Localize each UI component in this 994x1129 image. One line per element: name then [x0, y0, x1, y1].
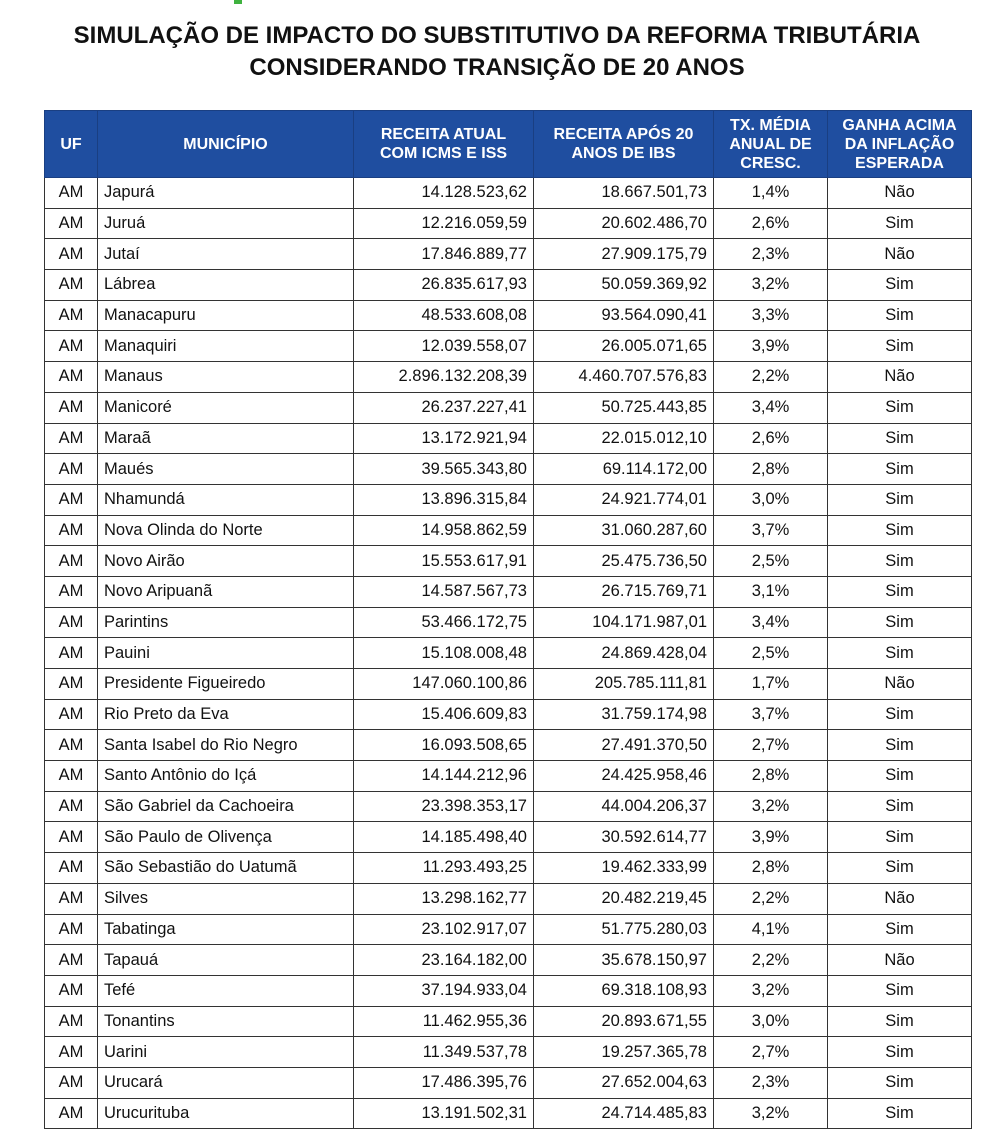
cell-tx-media: 3,2%: [714, 270, 828, 301]
cell-municipio: Tabatinga: [98, 914, 354, 945]
cell-municipio: Manaus: [98, 362, 354, 393]
cell-ganha-acima: Não: [828, 362, 972, 393]
cell-receita-atual: 11.349.537,78: [354, 1037, 534, 1068]
cell-ganha-acima: Sim: [828, 576, 972, 607]
cell-receita-atual: 14.144.212,96: [354, 761, 534, 792]
cell-municipio: Nhamundá: [98, 484, 354, 515]
cell-municipio: Tapauá: [98, 945, 354, 976]
page-title: [0, 20, 994, 84]
table-row: [45, 576, 972, 607]
cell-uf: AM: [45, 515, 98, 546]
cell-receita-atual: 14.958.862,59: [354, 515, 534, 546]
cell-uf: AM: [45, 791, 98, 822]
cell-receita-apos: 44.004.206,37: [534, 791, 714, 822]
cell-ganha-acima: Sim: [828, 1037, 972, 1068]
cell-municipio: Manacapuru: [98, 300, 354, 331]
cell-ganha-acima: Não: [828, 945, 972, 976]
cell-receita-apos: 27.909.175,79: [534, 239, 714, 270]
cell-receita-apos: 51.775.280,03: [534, 914, 714, 945]
header-tx-media: TX. MÉDIA ANUAL DE CRESC.: [714, 111, 828, 178]
table-row: [45, 270, 972, 301]
table-row: [45, 208, 972, 239]
cell-uf: AM: [45, 546, 98, 577]
cell-uf: AM: [45, 730, 98, 761]
cell-tx-media: 3,3%: [714, 300, 828, 331]
cell-ganha-acima: Sim: [828, 1067, 972, 1098]
cell-receita-apos: 31.060.287,60: [534, 515, 714, 546]
table-row: [45, 1037, 972, 1068]
cell-receita-atual: 12.216.059,59: [354, 208, 534, 239]
cell-receita-apos: 24.921.774,01: [534, 484, 714, 515]
cell-ganha-acima: Sim: [828, 730, 972, 761]
table-row: [45, 761, 972, 792]
cell-uf: AM: [45, 914, 98, 945]
cell-ganha-acima: Sim: [828, 914, 972, 945]
table-row: [45, 362, 972, 393]
table-row: [45, 822, 972, 853]
revenue-table: [44, 110, 972, 1129]
cell-uf: AM: [45, 699, 98, 730]
cell-receita-atual: 17.486.395,76: [354, 1067, 534, 1098]
cell-uf: AM: [45, 975, 98, 1006]
cell-receita-apos: 19.462.333,99: [534, 853, 714, 884]
cell-tx-media: 2,5%: [714, 638, 828, 669]
cell-receita-atual: 14.128.523,62: [354, 178, 534, 209]
table-row: [45, 669, 972, 700]
table-row: [45, 699, 972, 730]
cell-receita-apos: 26.715.769,71: [534, 576, 714, 607]
table-row: [45, 331, 972, 362]
cell-tx-media: 3,4%: [714, 607, 828, 638]
table-row: [45, 914, 972, 945]
table-row: [45, 975, 972, 1006]
cell-tx-media: 2,2%: [714, 883, 828, 914]
cell-uf: AM: [45, 454, 98, 485]
cell-ganha-acima: Sim: [828, 1098, 972, 1129]
cell-receita-apos: 26.005.071,65: [534, 331, 714, 362]
cell-tx-media: 3,9%: [714, 331, 828, 362]
top-edge-mark: [234, 0, 242, 4]
cell-ganha-acima: Sim: [828, 822, 972, 853]
cell-receita-atual: 13.191.502,31: [354, 1098, 534, 1129]
header-receita-atual: RECEITA ATUAL COM ICMS E ISS: [354, 111, 534, 178]
cell-uf: AM: [45, 208, 98, 239]
table-row: [45, 454, 972, 485]
header-row: [45, 111, 972, 178]
cell-uf: AM: [45, 239, 98, 270]
cell-uf: AM: [45, 300, 98, 331]
cell-ganha-acima: Não: [828, 239, 972, 270]
cell-uf: AM: [45, 484, 98, 515]
table-row: [45, 392, 972, 423]
cell-uf: AM: [45, 638, 98, 669]
cell-receita-atual: 15.553.617,91: [354, 546, 534, 577]
cell-municipio: Presidente Figueiredo: [98, 669, 354, 700]
cell-ganha-acima: Sim: [828, 515, 972, 546]
cell-uf: AM: [45, 853, 98, 884]
cell-receita-apos: 93.564.090,41: [534, 300, 714, 331]
table-row: [45, 546, 972, 577]
cell-tx-media: 2,8%: [714, 454, 828, 485]
table-row: [45, 484, 972, 515]
cell-ganha-acima: Sim: [828, 791, 972, 822]
cell-tx-media: 3,7%: [714, 699, 828, 730]
table-row: [45, 300, 972, 331]
table-row: [45, 945, 972, 976]
cell-uf: AM: [45, 331, 98, 362]
cell-municipio: Nova Olinda do Norte: [98, 515, 354, 546]
cell-receita-atual: 37.194.933,04: [354, 975, 534, 1006]
cell-uf: AM: [45, 1006, 98, 1037]
cell-municipio: Jutaí: [98, 239, 354, 270]
header-municipio: MUNICÍPIO: [98, 111, 354, 178]
cell-receita-apos: 30.592.614,77: [534, 822, 714, 853]
cell-ganha-acima: Não: [828, 883, 972, 914]
cell-receita-atual: 26.835.617,93: [354, 270, 534, 301]
cell-tx-media: 3,4%: [714, 392, 828, 423]
cell-tx-media: 4,1%: [714, 914, 828, 945]
cell-municipio: Maués: [98, 454, 354, 485]
cell-ganha-acima: Sim: [828, 423, 972, 454]
cell-receita-apos: 104.171.987,01: [534, 607, 714, 638]
cell-tx-media: 3,0%: [714, 1006, 828, 1037]
cell-tx-media: 2,8%: [714, 761, 828, 792]
cell-receita-atual: 16.093.508,65: [354, 730, 534, 761]
cell-tx-media: 2,7%: [714, 730, 828, 761]
cell-receita-apos: 69.114.172,00: [534, 454, 714, 485]
table-row: [45, 638, 972, 669]
cell-receita-apos: 205.785.111,81: [534, 669, 714, 700]
cell-tx-media: 2,6%: [714, 423, 828, 454]
cell-ganha-acima: Sim: [828, 300, 972, 331]
cell-receita-apos: 35.678.150,97: [534, 945, 714, 976]
cell-receita-apos: 31.759.174,98: [534, 699, 714, 730]
cell-municipio: Santo Antônio do Içá: [98, 761, 354, 792]
cell-uf: AM: [45, 576, 98, 607]
title-line-1: SIMULAÇÃO DE IMPACTO DO SUBSTITUTIVO DA REFORMA TRIBUTÁRIA: [73, 22, 921, 49]
cell-receita-apos: 50.059.369,92: [534, 270, 714, 301]
title-line-2: CONSIDERANDO TRANSIÇÃO DE 20 ANOS: [249, 54, 745, 81]
cell-municipio: Manaquiri: [98, 331, 354, 362]
table-row: [45, 730, 972, 761]
cell-receita-apos: 27.491.370,50: [534, 730, 714, 761]
cell-municipio: Novo Airão: [98, 546, 354, 577]
cell-tx-media: 1,4%: [714, 178, 828, 209]
cell-municipio: Novo Aripuanã: [98, 576, 354, 607]
cell-ganha-acima: Sim: [828, 331, 972, 362]
cell-tx-media: 2,2%: [714, 362, 828, 393]
cell-receita-apos: 24.869.428,04: [534, 638, 714, 669]
table-row: [45, 853, 972, 884]
cell-receita-atual: 23.398.353,17: [354, 791, 534, 822]
cell-ganha-acima: Sim: [828, 208, 972, 239]
cell-uf: AM: [45, 423, 98, 454]
cell-tx-media: 3,7%: [714, 515, 828, 546]
cell-receita-apos: 18.667.501,73: [534, 178, 714, 209]
cell-municipio: Lábrea: [98, 270, 354, 301]
cell-tx-media: 3,2%: [714, 1098, 828, 1129]
cell-ganha-acima: Não: [828, 669, 972, 700]
table-row: [45, 515, 972, 546]
cell-receita-atual: 14.185.498,40: [354, 822, 534, 853]
cell-uf: AM: [45, 822, 98, 853]
cell-tx-media: 2,3%: [714, 1067, 828, 1098]
cell-tx-media: 2,5%: [714, 546, 828, 577]
cell-tx-media: 2,8%: [714, 853, 828, 884]
cell-ganha-acima: Sim: [828, 761, 972, 792]
cell-uf: AM: [45, 270, 98, 301]
cell-ganha-acima: Sim: [828, 454, 972, 485]
cell-tx-media: 3,0%: [714, 484, 828, 515]
cell-uf: AM: [45, 1098, 98, 1129]
table-row: [45, 1098, 972, 1129]
cell-receita-apos: 4.460.707.576,83: [534, 362, 714, 393]
cell-receita-atual: 23.164.182,00: [354, 945, 534, 976]
cell-municipio: Rio Preto da Eva: [98, 699, 354, 730]
cell-municipio: Maraã: [98, 423, 354, 454]
cell-receita-atual: 147.060.100,86: [354, 669, 534, 700]
cell-uf: AM: [45, 392, 98, 423]
header-receita-apos: RECEITA APÓS 20 ANOS DE IBS: [534, 111, 714, 178]
cell-municipio: São Paulo de Olivença: [98, 822, 354, 853]
cell-receita-apos: 22.015.012,10: [534, 423, 714, 454]
table-row: [45, 1067, 972, 1098]
cell-receita-atual: 11.293.493,25: [354, 853, 534, 884]
cell-ganha-acima: Sim: [828, 484, 972, 515]
cell-tx-media: 2,3%: [714, 239, 828, 270]
cell-receita-atual: 17.846.889,77: [354, 239, 534, 270]
cell-ganha-acima: Sim: [828, 638, 972, 669]
cell-municipio: Juruá: [98, 208, 354, 239]
cell-ganha-acima: Sim: [828, 546, 972, 577]
cell-receita-atual: 48.533.608,08: [354, 300, 534, 331]
cell-receita-apos: 27.652.004,63: [534, 1067, 714, 1098]
header-ganha-acima: GANHA ACIMA DA INFLAÇÃO ESPERADA: [828, 111, 972, 178]
cell-uf: AM: [45, 1037, 98, 1068]
cell-receita-atual: 39.565.343,80: [354, 454, 534, 485]
cell-receita-atual: 13.896.315,84: [354, 484, 534, 515]
cell-municipio: Pauini: [98, 638, 354, 669]
cell-receita-atual: 26.237.227,41: [354, 392, 534, 423]
cell-uf: AM: [45, 607, 98, 638]
cell-receita-apos: 19.257.365,78: [534, 1037, 714, 1068]
cell-receita-apos: 69.318.108,93: [534, 975, 714, 1006]
cell-municipio: Silves: [98, 883, 354, 914]
cell-uf: AM: [45, 362, 98, 393]
cell-municipio: Tefé: [98, 975, 354, 1006]
cell-tx-media: 3,9%: [714, 822, 828, 853]
cell-receita-apos: 50.725.443,85: [534, 392, 714, 423]
table-row: [45, 1006, 972, 1037]
header-uf: UF: [45, 111, 98, 178]
cell-municipio: Tonantins: [98, 1006, 354, 1037]
cell-ganha-acima: Sim: [828, 270, 972, 301]
cell-tx-media: 2,7%: [714, 1037, 828, 1068]
cell-receita-atual: 15.406.609,83: [354, 699, 534, 730]
cell-ganha-acima: Sim: [828, 1006, 972, 1037]
cell-receita-apos: 24.425.958,46: [534, 761, 714, 792]
cell-uf: AM: [45, 669, 98, 700]
cell-receita-apos: 20.602.486,70: [534, 208, 714, 239]
cell-ganha-acima: Sim: [828, 853, 972, 884]
cell-ganha-acima: Sim: [828, 392, 972, 423]
cell-uf: AM: [45, 1067, 98, 1098]
table-row: [45, 607, 972, 638]
table-row: [45, 883, 972, 914]
cell-uf: AM: [45, 178, 98, 209]
cell-receita-atual: 13.172.921,94: [354, 423, 534, 454]
cell-tx-media: 3,2%: [714, 791, 828, 822]
cell-tx-media: 3,2%: [714, 975, 828, 1006]
cell-municipio: Santa Isabel do Rio Negro: [98, 730, 354, 761]
table-row: [45, 239, 972, 270]
table-row: [45, 791, 972, 822]
cell-municipio: Uarini: [98, 1037, 354, 1068]
cell-ganha-acima: Sim: [828, 607, 972, 638]
cell-municipio: Japurá: [98, 178, 354, 209]
cell-ganha-acima: Sim: [828, 975, 972, 1006]
cell-receita-atual: 13.298.162,77: [354, 883, 534, 914]
cell-receita-atual: 11.462.955,36: [354, 1006, 534, 1037]
table-body: [45, 178, 972, 1129]
cell-tx-media: 1,7%: [714, 669, 828, 700]
cell-receita-atual: 2.896.132.208,39: [354, 362, 534, 393]
cell-receita-atual: 23.102.917,07: [354, 914, 534, 945]
cell-municipio: Urucurituba: [98, 1098, 354, 1129]
cell-municipio: São Sebastião do Uatumã: [98, 853, 354, 884]
cell-tx-media: 2,6%: [714, 208, 828, 239]
cell-receita-atual: 15.108.008,48: [354, 638, 534, 669]
cell-receita-apos: 25.475.736,50: [534, 546, 714, 577]
cell-receita-atual: 12.039.558,07: [354, 331, 534, 362]
cell-tx-media: 2,2%: [714, 945, 828, 976]
table-row: [45, 178, 972, 209]
cell-uf: AM: [45, 883, 98, 914]
table-row: [45, 423, 972, 454]
table-header: [45, 111, 972, 178]
cell-municipio: Manicoré: [98, 392, 354, 423]
cell-municipio: Parintins: [98, 607, 354, 638]
cell-ganha-acima: Não: [828, 178, 972, 209]
cell-tx-media: 3,1%: [714, 576, 828, 607]
cell-receita-apos: 24.714.485,83: [534, 1098, 714, 1129]
cell-municipio: São Gabriel da Cachoeira: [98, 791, 354, 822]
cell-ganha-acima: Sim: [828, 699, 972, 730]
cell-uf: AM: [45, 761, 98, 792]
cell-receita-apos: 20.482.219,45: [534, 883, 714, 914]
cell-uf: AM: [45, 945, 98, 976]
cell-receita-apos: 20.893.671,55: [534, 1006, 714, 1037]
cell-receita-atual: 14.587.567,73: [354, 576, 534, 607]
cell-receita-atual: 53.466.172,75: [354, 607, 534, 638]
cell-municipio: Urucará: [98, 1067, 354, 1098]
